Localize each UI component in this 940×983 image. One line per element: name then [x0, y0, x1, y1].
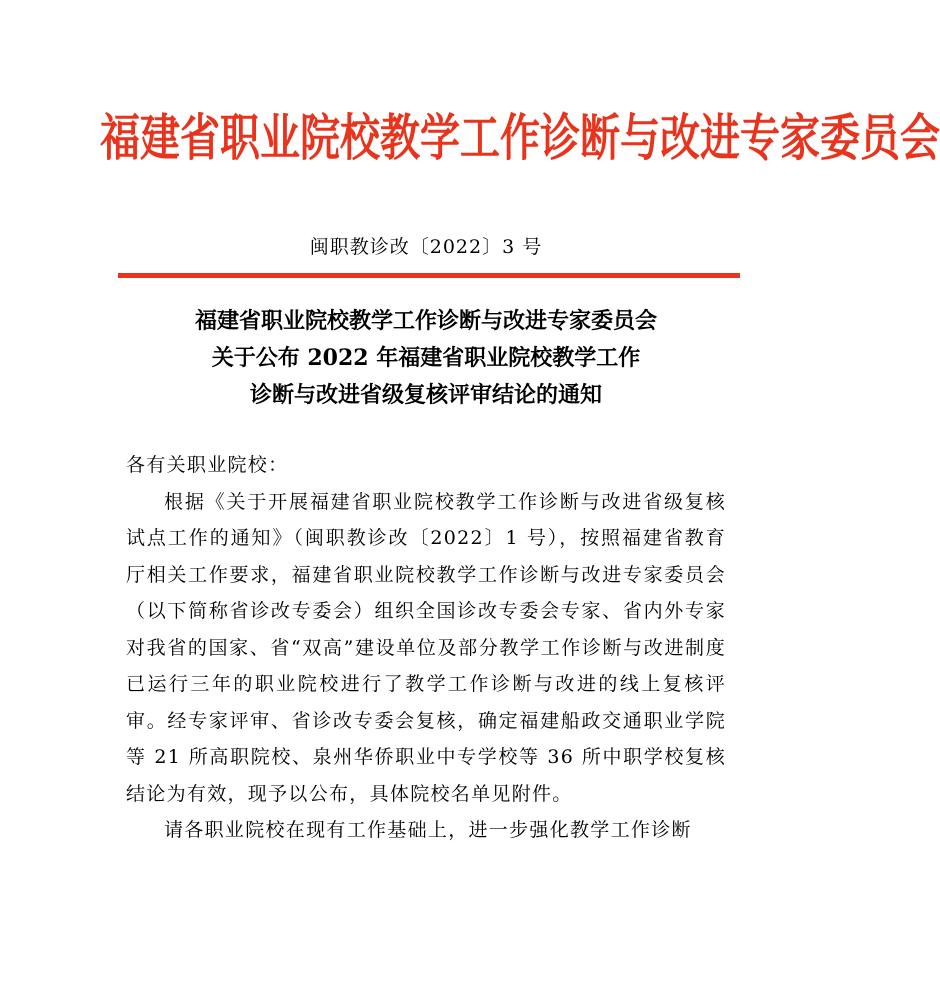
notice-title: [0, 303, 852, 414]
red-divider-line: [118, 273, 740, 278]
body-paragraph-1: 根据《关于开展福建省职业院校教学工作诊断与改进省级复核试点工作的通知》（闽职教诊改〔2022〕1 号），按照福建省教育厅相关工作要求，福建省职业院校教学工作诊断与改进专家委员会（以下简称省诊改专委会）组织全国诊改专委会专家、省内外专家对我省的国家、省“双高”建设单位及部分教学工作诊断与改进制度已运行三年的职业院校进行了教学工作诊断与改进的线上复核评审。经专家评审、省诊改专委会复核，确定福建船政交通职业学院等 21 所高职院校、泉州华侨职业中专学校等 36 所中职学校复核结论为有效，现予以公布，具体院校名单见附件。: [126, 490, 726, 805]
document-number: 闽职教诊改〔2022〕3 号: [309, 236, 543, 258]
body-paragraph-2: 请各职业院校在现有工作基础上，进一步强化教学工作诊断: [164, 819, 692, 841]
issuer-header: 福建省职业院校教学工作诊断与改进专家委员会: [100, 108, 940, 168]
title-line-1: 福建省职业院校教学工作诊断与改进专家委员会: [194, 308, 657, 334]
title-line-3: 诊断与改进省级复核评审结论的通知: [249, 382, 602, 408]
notice-body: [126, 447, 726, 849]
title-line-2: 关于公布 2022 年福建省职业院校教学工作: [211, 345, 641, 371]
salutation: 各有关职业院校：: [126, 454, 289, 476]
